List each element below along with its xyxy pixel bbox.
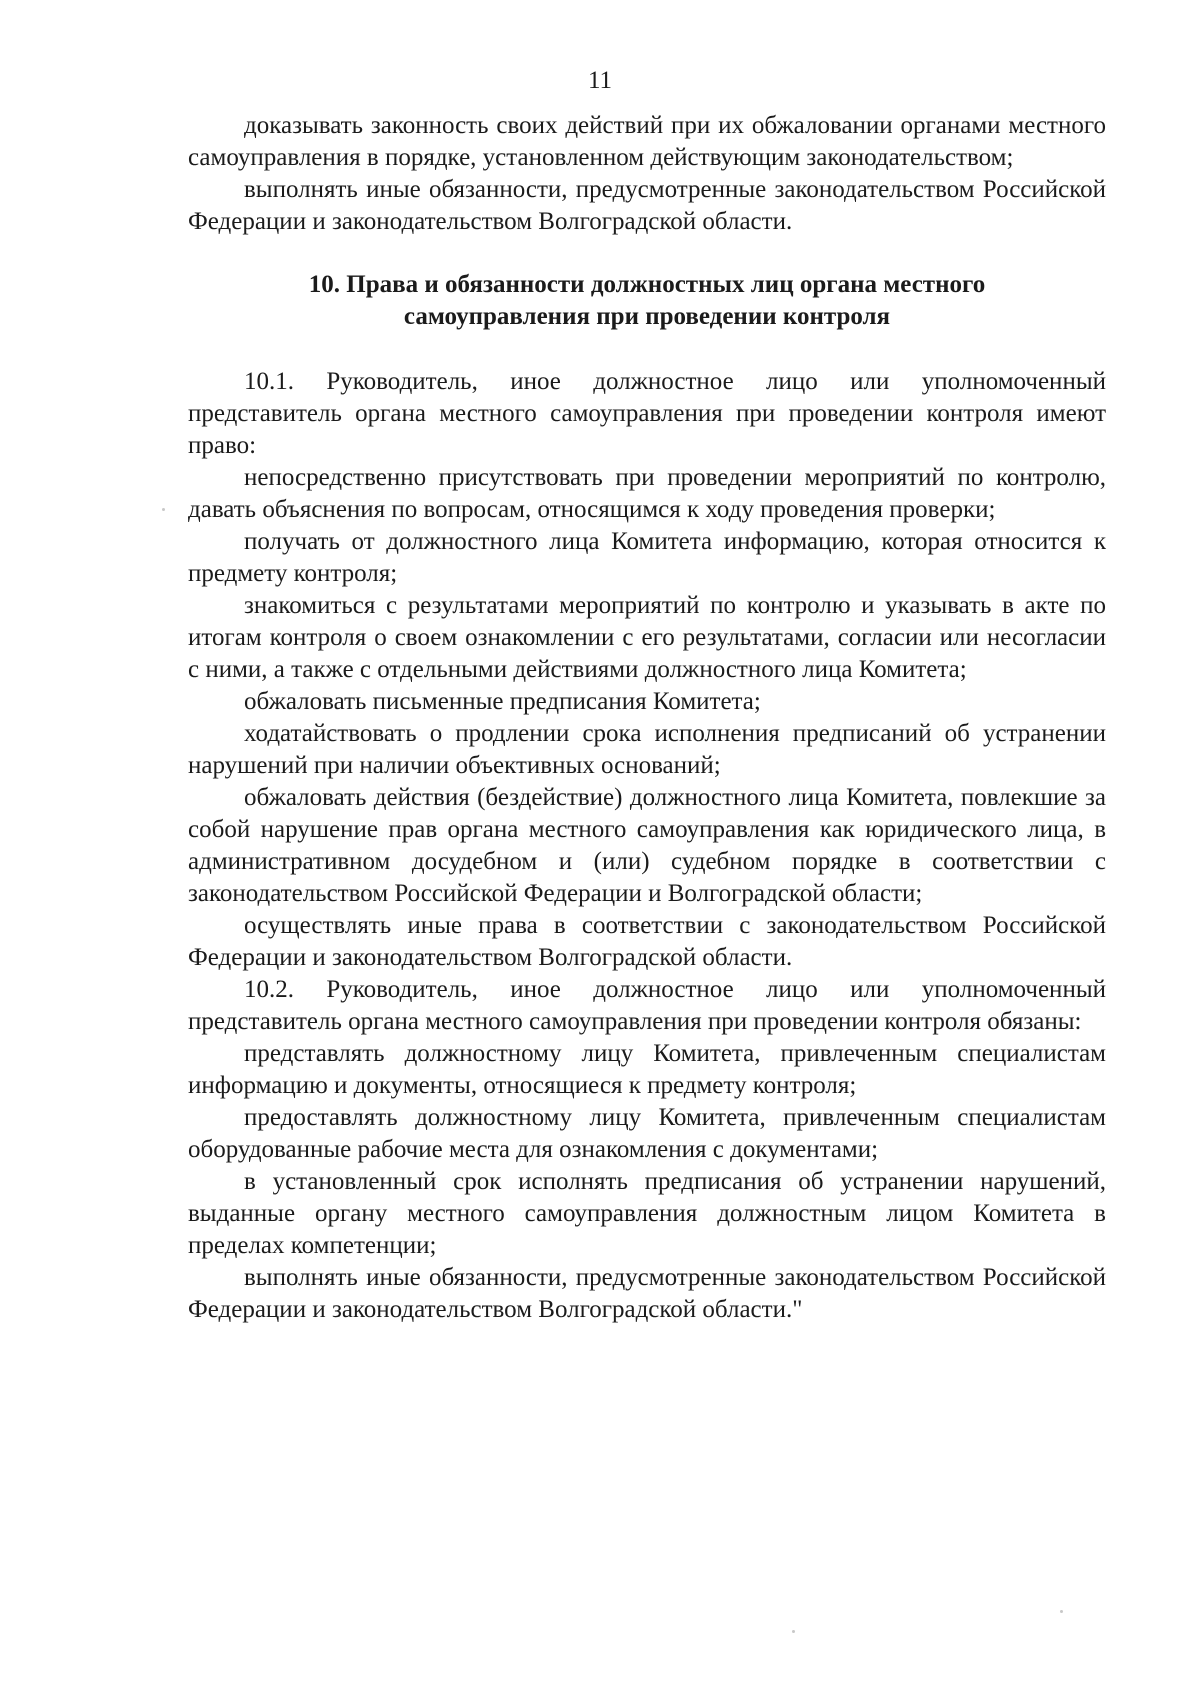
paragraph: обжаловать действия (бездействие) должностного лица Комитета, повлекшие за собой нарушение прав органа местного самоуправления как юридического лица, в административном досудебном и (или) судебном порядке в соответствии с законодательством Российской Федерации и Волгоградской области;: [188, 784, 1106, 907]
paragraph: предоставлять должностному лицу Комитета, привлеченным специалистам оборудованные рабочие места для ознакомления с документами;: [188, 1104, 1106, 1163]
paragraph: 10.1. Руководитель, иное должностное лицо или уполномоченный представитель органа местного самоуправления при проведении контроля имеют право:: [188, 368, 1106, 459]
paragraph: выполнять иные обязанности, предусмотренные законодательством Российской Федерации и законодательством Волгоградской области.: [188, 176, 1106, 235]
paragraph: знакомиться с результатами мероприятий по контролю и указывать в акте по итогам контроля о своем ознакомлении с его результатами, согласии или несогласии с ними, а также с отдельными действиями должностного лица Комитета;: [188, 592, 1106, 683]
paragraph: осуществлять иные права в соответствии с законодательством Российской Федерации и законодательством Волгоградской области.: [188, 912, 1106, 971]
paragraph: непосредственно присутствовать при проведении мероприятий по контролю, давать объяснения по вопросам, относящимся к ходу проведения проверки;: [188, 464, 1106, 523]
scan-speck: [792, 1630, 795, 1633]
document-body: [188, 110, 1106, 1326]
paragraph: в установленный срок исполнять предписания об устранении нарушений, выданные органу местного самоуправления должностным лицом Комитета в пределах компетенции;: [188, 1168, 1106, 1259]
section-heading-line: самоуправления при проведении контроля: [403, 303, 891, 330]
scan-speck: [1060, 1610, 1063, 1613]
section-heading: [188, 269, 1106, 333]
page-number: 11: [587, 67, 613, 94]
scan-speck: [162, 508, 165, 511]
paragraph: обжаловать письменные предписания Комитета;: [244, 688, 761, 715]
paragraph: 10.2. Руководитель, иное должностное лицо или уполномоченный представитель органа местного самоуправления при проведении контроля обязаны:: [188, 976, 1106, 1035]
paragraph: ходатайствовать о продлении срока исполнения предписаний об устранении нарушений при наличии объективных оснований;: [188, 720, 1106, 779]
paragraph: доказывать законность своих действий при их обжаловании органами местного самоуправления в порядке, установленном действующим законодательством;: [188, 112, 1106, 171]
paragraph: получать от должностного лица Комитета информацию, которая относится к предмету контроля;: [188, 528, 1106, 587]
paragraph: выполнять иные обязанности, предусмотренные законодательством Российской Федерации и законодательством Волгоградской области.": [188, 1264, 1106, 1323]
section-heading-line: 10. Права и обязанности должностных лиц органа местного: [308, 271, 986, 298]
paragraph: представлять должностному лицу Комитета, привлеченным специалистам информацию и документы, относящиеся к предмету контроля;: [188, 1040, 1106, 1099]
